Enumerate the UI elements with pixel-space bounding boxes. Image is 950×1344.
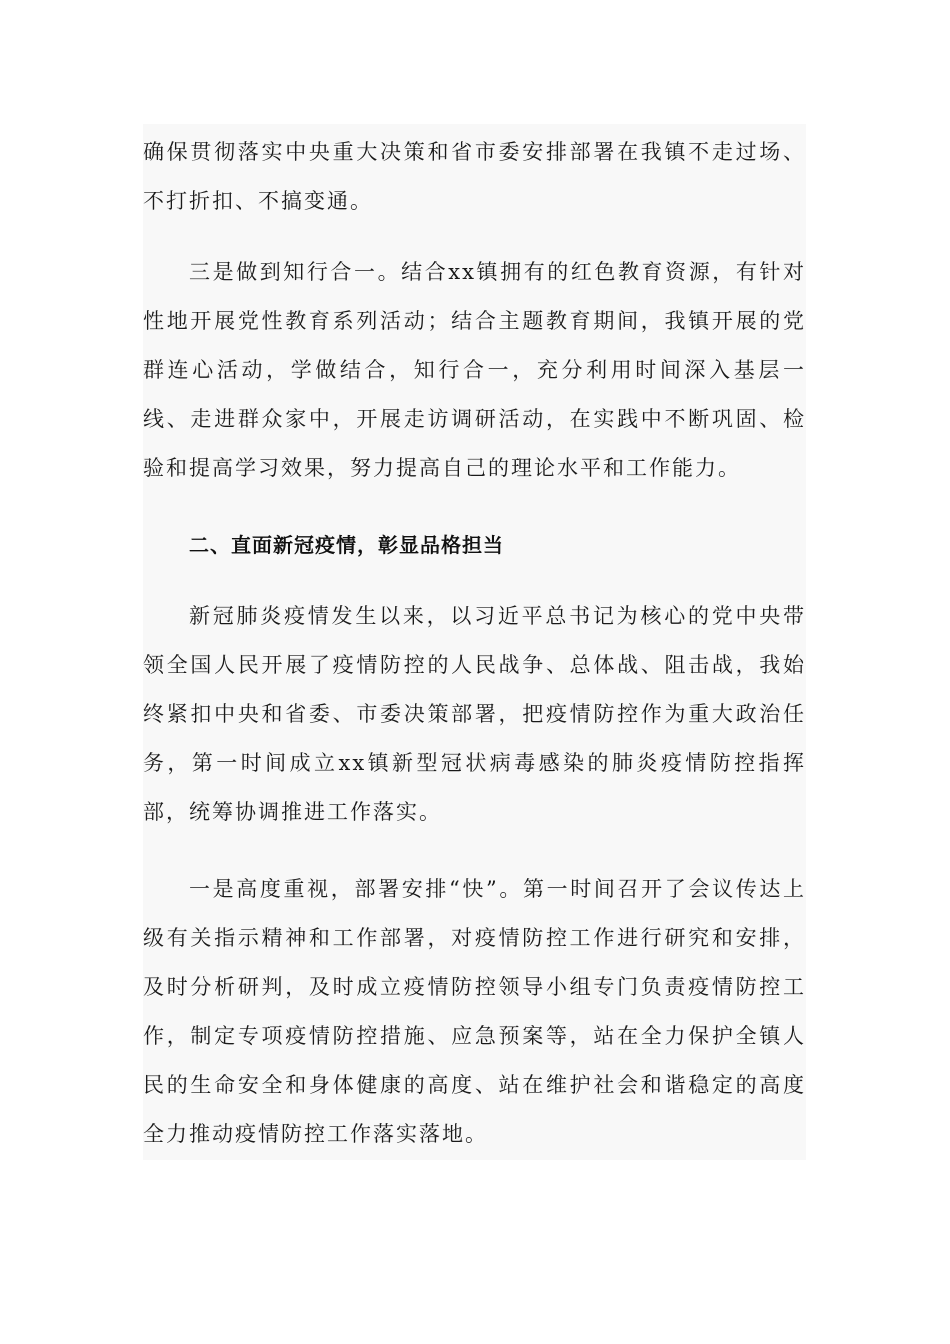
text-block xyxy=(143,124,806,1160)
paragraph-epidemic-intro: 新冠肺炎疫情发生以来，以习近平总书记为核心的党中央带领全国人民开展了疫情防控的人民战争、总体战、阻击战，我始终紧扣中央和省委、市委决策部署，把疫情防控作为重大政治任务，第一时间成立xx镇新型冠状病毒感染的肺炎疫情防控指挥部，统筹协调推进工作落实。 xyxy=(143,604,806,824)
paragraph-high-attention: 一是高度重视，部署安排“快”。第一时间召开了会议传达上级有关指示精神和工作部署，对疫情防控工作进行研究和安排，及时分析研判，及时成立疫情防控领导小组专门负责疫情防控工作，制定专项疫情防控措施、应急预案等，站在全力保护全镇人民的生命安全和身体健康的高度、站在维护社会和谐稳定的高度全力推动疫情防控工作落实落地。 xyxy=(143,877,806,1146)
section-heading: 二、直面新冠疫情，彰显品格担当 xyxy=(189,533,504,557)
paragraph-knowledge-action: 三是做到知行合一。结合xx镇拥有的红色教育资源，有针对性地开展党性教育系列活动；结合主题教育期间，我镇开展的党群连心活动，学做结合，知行合一，充分利用时间深入基层一线、走进群众家中，开展走访调研活动，在实践中不断巩固、检验和提高学习效果，努力提高自己的理论水平和工作能力。 xyxy=(143,260,806,480)
paragraph-continuation: 确保贯彻落实中央重大决策和省市委安排部署在我镇不走过场、不打折扣、不搞变通。 xyxy=(143,140,806,213)
